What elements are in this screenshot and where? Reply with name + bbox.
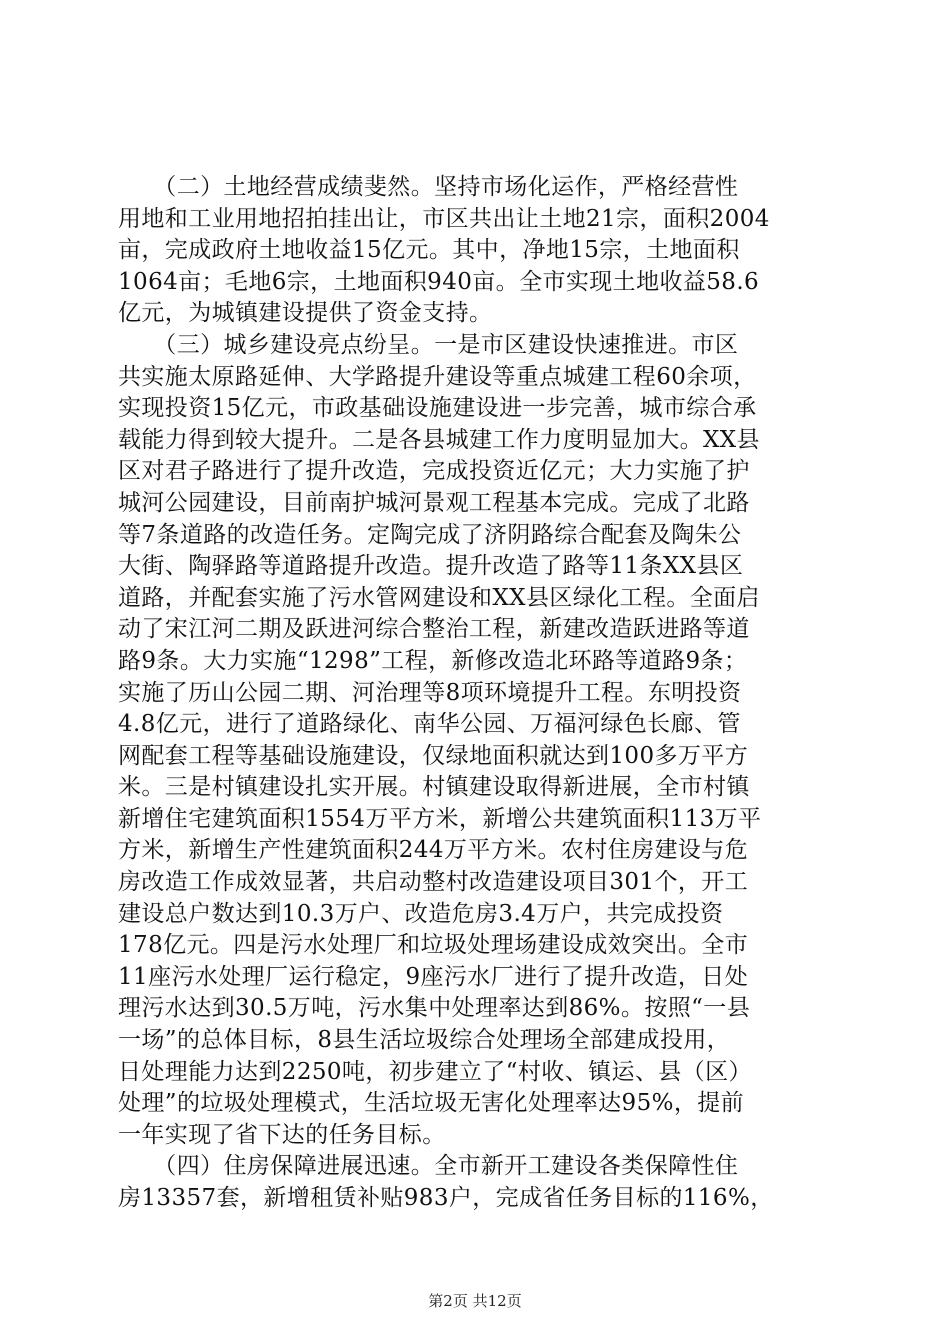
text-line: 用地和工业用地招拍挂出让，市区共出让土地21宗，面积2004	[118, 205, 770, 232]
text-line: 亩，完成政府土地收益15亿元。其中，净地15宗，土地面积	[118, 237, 740, 264]
text-line: 1064亩；毛地6宗，土地面积940亩。全市实现土地收益58.6	[118, 268, 760, 295]
body-text	[118, 172, 834, 1215]
text-line: 亿元，为城镇建设提供了资金支持。	[118, 300, 493, 327]
text-line: 大街、陶驿路等道路提升改造。提升改造了路等11条XX县区	[118, 553, 744, 580]
text-line: 实现投资15亿元，市政基础设施建设进一步完善，城市综合承	[118, 395, 757, 422]
text-line: （二）土地经营成绩斐然。坚持市场化运作，严格经营性	[118, 174, 739, 200]
text-line: 载能力得到较大提升。二是各县城建工作力度明显加大。XX县	[118, 426, 760, 453]
text-line: 方米，新增生产性建筑面积244万平方米。农村住房建设与危	[118, 837, 749, 864]
page-footer: 第2页 共12页	[428, 1292, 522, 1310]
text-line: 米。三是村镇建设扎实开展。村镇建设取得新进展，全市村镇	[118, 774, 750, 801]
text-line: 实施了历山公园二期、河治理等8项环境提升工程。东明投资	[118, 679, 742, 706]
text-line: 动了宋江河二期及跃进河综合整治工程，新建改造跃进路等道	[118, 616, 750, 643]
text-line: 城河公园建设，目前南护城河景观工程基本完成。完成了北路	[118, 489, 750, 516]
text-line: 一年实现了省下达的任务目标。	[118, 1121, 446, 1148]
text-line: 共实施太原路延伸、大学路提升建设等重点城建工程60余项，	[118, 363, 757, 390]
text-line: 新增住宅建筑面积1554万平方米，新增公共建筑面积113万平	[118, 805, 762, 832]
text-line: 路9条。大力实施“1298”工程，新修改造北环路等道路9条；	[118, 647, 748, 674]
text-line: （三）城乡建设亮点纷呈。一是市区建设快速推进。市区	[118, 331, 739, 358]
text-line: 日处理能力达到2250吨，初步建立了“村收、镇运、县（区）	[118, 1058, 752, 1085]
text-line: 4.8亿元，进行了道路绿化、南华公园、万福河绿色长廊、管	[118, 711, 741, 738]
text-line: 等7条道路的改造任务。定陶完成了济阴路综合配套及陶朱公	[118, 521, 742, 548]
text-line: 网配套工程等基础设施建设，仅绿地面积就达到100多万平方	[118, 742, 749, 769]
text-line: 区对君子路进行了提升改造，完成投资近亿元；大力实施了护	[118, 458, 750, 485]
text-line: 178亿元。四是污水处理厂和垃圾处理场建设成效突出。全市	[118, 932, 749, 959]
text-line: 一场”的总体目标，8县生活垃圾综合处理场全部建成投用，	[118, 1027, 731, 1054]
text-line: 11座污水处理厂运行稳定，9座污水厂进行了提升改造，日处	[118, 963, 749, 990]
text-line: （四）住房保障进展迅速。全市新开工建设各类保障性住	[118, 1153, 739, 1180]
text-line: 处理”的垃圾处理模式，生活垃圾无害化处理率达95%，提前	[118, 1090, 745, 1117]
text-line: 理污水达到30.5万吨，污水集中处理率达到86%。按照“一县	[118, 995, 751, 1022]
text-line: 房改造工作成效显著，共启动整村改造建设项目301个，开工	[118, 869, 749, 896]
text-line: 建设总户数达到10.3万户、改造危房3.4万户，共完成投资	[118, 900, 724, 927]
text-line: 道路，并配套实施了污水管网建设和XX县区绿化工程。全面启	[118, 584, 760, 611]
text-line: 房13357套，新增租赁补贴983户，完成省任务目标的116%，	[118, 1185, 774, 1211]
